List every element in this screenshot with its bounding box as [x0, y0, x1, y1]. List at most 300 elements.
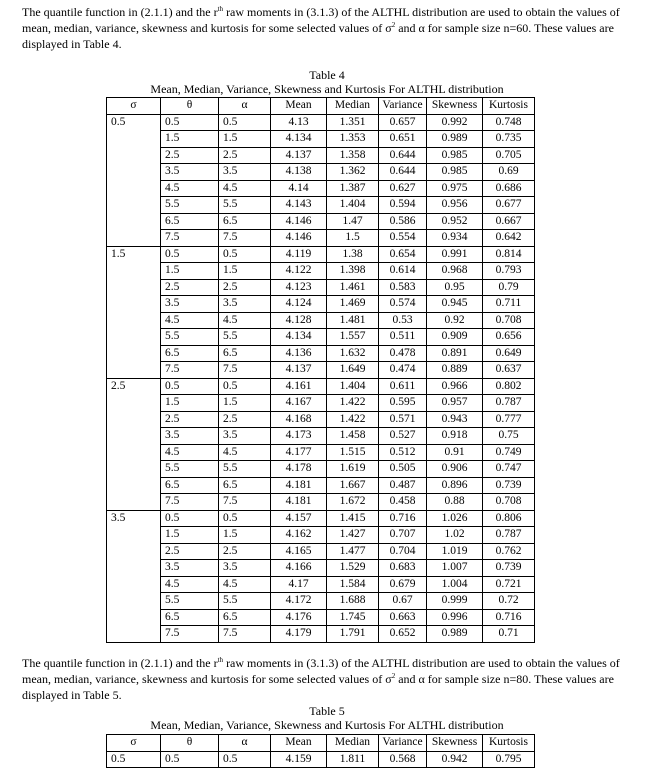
table-cell: 6.5 [219, 345, 271, 362]
table-cell: 6.5 [219, 213, 271, 230]
table4-header-row [107, 98, 535, 115]
column-header: σ [107, 98, 161, 115]
table-cell: 5.5 [161, 197, 219, 214]
table-row [107, 461, 535, 478]
table-cell: 0.793 [483, 263, 535, 280]
sigma-cell [107, 164, 161, 181]
table-cell: 4.165 [271, 543, 327, 560]
sigma-cell [107, 560, 161, 577]
table-row [107, 428, 535, 445]
table-cell: 4.162 [271, 527, 327, 544]
table-cell: 1.38 [327, 246, 379, 263]
table-cell: 0.586 [379, 213, 427, 230]
table-cell: 6.5 [219, 609, 271, 626]
table-cell: 0.711 [483, 296, 535, 313]
column-header: Skewness [427, 735, 483, 752]
table-cell: 4.17 [271, 576, 327, 593]
sigma-cell: 0.5 [107, 114, 161, 131]
table-cell: 0.571 [379, 411, 427, 428]
table-cell: 0.679 [379, 576, 427, 593]
sigma-cell [107, 279, 161, 296]
table-cell: 0.649 [483, 345, 535, 362]
column-header: Mean [271, 98, 327, 115]
sigma-cell [107, 543, 161, 560]
sigma-cell [107, 593, 161, 610]
table-cell: 0.677 [483, 197, 535, 214]
table-cell: 0.942 [427, 751, 483, 768]
table-row [107, 246, 535, 263]
table-cell: 3.5 [161, 560, 219, 577]
table-cell: 0.642 [483, 230, 535, 247]
table-cell: 0.891 [427, 345, 483, 362]
sigma-cell [107, 329, 161, 346]
table-row [107, 593, 535, 610]
table-cell: 4.5 [161, 576, 219, 593]
table4-label: Table 4 [309, 68, 345, 82]
table-cell: 1.458 [327, 428, 379, 445]
table-cell: 0.667 [483, 213, 535, 230]
table-cell: 3.5 [161, 428, 219, 445]
table-cell: 0.957 [427, 395, 483, 412]
sigma-cell [107, 411, 161, 428]
table-row [107, 494, 535, 511]
table-cell: 0.458 [379, 494, 427, 511]
table-cell: 4.146 [271, 230, 327, 247]
table-cell: 0.79 [483, 279, 535, 296]
table-cell: 0.686 [483, 180, 535, 197]
column-header: α [219, 98, 271, 115]
column-header: Mean [271, 735, 327, 752]
table5-label: Table 5 [309, 704, 345, 718]
table-cell: 4.176 [271, 609, 327, 626]
table-cell: 2.5 [219, 411, 271, 428]
sigma-cell [107, 197, 161, 214]
table-cell: 1.5 [219, 263, 271, 280]
table-row [107, 164, 535, 181]
table-cell: 0.644 [379, 164, 427, 181]
table-cell: 0.5 [161, 114, 219, 131]
table-cell: 4.137 [271, 362, 327, 379]
column-header: Skewness [427, 98, 483, 115]
table-cell: 4.5 [219, 312, 271, 329]
table-cell: 4.181 [271, 494, 327, 511]
table-cell: 3.5 [161, 164, 219, 181]
table-cell: 0.747 [483, 461, 535, 478]
table-cell: 4.167 [271, 395, 327, 412]
sigma-cell [107, 609, 161, 626]
table-cell: 1.387 [327, 180, 379, 197]
table-cell: 1.004 [427, 576, 483, 593]
table-cell: 4.5 [219, 576, 271, 593]
table-cell: 0.512 [379, 444, 427, 461]
table-cell: 1.469 [327, 296, 379, 313]
table4-title: Mean, Median, Variance, Skewness and Kurtosis For ALTHL distribution [150, 82, 504, 96]
table-row [107, 411, 535, 428]
table-cell: 0.705 [483, 147, 535, 164]
table-cell: 0.637 [483, 362, 535, 379]
table-cell: 0.952 [427, 213, 483, 230]
table-row [107, 527, 535, 544]
table-cell: 1.5 [161, 527, 219, 544]
table-cell: 6.5 [161, 477, 219, 494]
table-cell: 0.5 [161, 510, 219, 527]
table-cell: 0.975 [427, 180, 483, 197]
table-cell: 4.159 [271, 751, 327, 768]
table-cell: 0.478 [379, 345, 427, 362]
table-row [107, 213, 535, 230]
table-cell: 1.427 [327, 527, 379, 544]
table-row [107, 609, 535, 626]
table-cell: 4.14 [271, 180, 327, 197]
table-cell: 0.595 [379, 395, 427, 412]
table-cell: 4.5 [219, 180, 271, 197]
table-cell: 0.716 [379, 510, 427, 527]
table-cell: 0.787 [483, 395, 535, 412]
table-row [107, 362, 535, 379]
table-cell: 0.992 [427, 114, 483, 131]
table-cell: 0.92 [427, 312, 483, 329]
table-cell: 3.5 [161, 296, 219, 313]
table-cell: 4.13 [271, 114, 327, 131]
sigma-cell: 2.5 [107, 378, 161, 395]
table-cell: 1.619 [327, 461, 379, 478]
table-cell: 0.945 [427, 296, 483, 313]
table-cell: 1.007 [427, 560, 483, 577]
table-cell: 1.584 [327, 576, 379, 593]
table-cell: 0.708 [483, 312, 535, 329]
table-cell: 5.5 [161, 329, 219, 346]
column-header: Kurtosis [483, 735, 535, 752]
table-cell: 0.943 [427, 411, 483, 428]
table-cell: 1.5 [219, 395, 271, 412]
table-cell: 0.721 [483, 576, 535, 593]
table-cell: 0.651 [379, 131, 427, 148]
table-cell: 1.477 [327, 543, 379, 560]
table-cell: 0.5 [219, 510, 271, 527]
table-cell: 0.762 [483, 543, 535, 560]
table-cell: 0.683 [379, 560, 427, 577]
table-cell: 4.128 [271, 312, 327, 329]
table-row [107, 626, 535, 643]
table-cell: 0.968 [427, 263, 483, 280]
table-row [107, 279, 535, 296]
table-row [107, 197, 535, 214]
table-cell: 1.791 [327, 626, 379, 643]
table-cell: 0.5 [219, 114, 271, 131]
table-row [107, 131, 535, 148]
table-cell: 1.5 [327, 230, 379, 247]
table-cell: 3.5 [219, 164, 271, 181]
table-cell: 2.5 [161, 279, 219, 296]
table-cell: 4.134 [271, 329, 327, 346]
sigma-cell [107, 444, 161, 461]
table-cell: 0.989 [427, 131, 483, 148]
table-cell: 0.5 [161, 378, 219, 395]
table-cell: 0.652 [379, 626, 427, 643]
table-cell: 0.511 [379, 329, 427, 346]
table-cell: 4.146 [271, 213, 327, 230]
table-cell: 0.75 [483, 428, 535, 445]
table-cell: 1.667 [327, 477, 379, 494]
table-cell: 0.991 [427, 246, 483, 263]
paragraph-table5-intro: The quantile function in (2.1.1) and the $r^{th}$ raw moments in (3.1.3) of the ALTHL distribution are used to obtain the values of mean, median, variance, skewness and kurtosis for some selected values of $\sigma^2$ and α for sample size n=80. These values are displayed in Table 5. [22, 656, 620, 702]
table-cell: 0.505 [379, 461, 427, 478]
table-cell: 0.787 [483, 527, 535, 544]
sigma-cell [107, 395, 161, 412]
sigma-cell [107, 527, 161, 544]
table-cell: 1.515 [327, 444, 379, 461]
sigma-cell: 0.5 [107, 751, 161, 768]
table-cell: 4.172 [271, 593, 327, 610]
table-cell: 0.989 [427, 626, 483, 643]
table-cell: 0.5 [219, 378, 271, 395]
table-cell: 1.026 [427, 510, 483, 527]
table-cell: 0.67 [379, 593, 427, 610]
table-cell: 0.656 [483, 329, 535, 346]
table-cell: 4.134 [271, 131, 327, 148]
table-row [107, 510, 535, 527]
table-cell: 0.748 [483, 114, 535, 131]
table-row [107, 395, 535, 412]
table-row [107, 230, 535, 247]
table-cell: 1.404 [327, 378, 379, 395]
table-cell: 0.814 [483, 246, 535, 263]
table-cell: 3.5 [219, 560, 271, 577]
table-row [107, 560, 535, 577]
table-cell: 2.5 [219, 279, 271, 296]
table-cell: 0.739 [483, 560, 535, 577]
table-row [107, 114, 535, 131]
table-row [107, 312, 535, 329]
table-cell: 0.487 [379, 477, 427, 494]
table-row [107, 296, 535, 313]
sigma-cell [107, 213, 161, 230]
table-cell: 0.5 [161, 246, 219, 263]
table-cell: 0.53 [379, 312, 427, 329]
table-cell: 0.966 [427, 378, 483, 395]
sigma-cell [107, 428, 161, 445]
table-cell: 1.461 [327, 279, 379, 296]
table-cell: 4.168 [271, 411, 327, 428]
sigma-cell [107, 461, 161, 478]
sigma-cell [107, 131, 161, 148]
table-cell: 4.123 [271, 279, 327, 296]
table-cell: 0.999 [427, 593, 483, 610]
table-cell: 0.654 [379, 246, 427, 263]
table-cell: 6.5 [161, 213, 219, 230]
table-cell: 7.5 [161, 494, 219, 511]
table-cell: 7.5 [219, 494, 271, 511]
table-cell: 0.614 [379, 263, 427, 280]
table-cell: 0.5 [161, 751, 219, 768]
table-cell: 1.415 [327, 510, 379, 527]
table-row [107, 180, 535, 197]
table-cell: 0.594 [379, 197, 427, 214]
column-header: Median [327, 98, 379, 115]
table-cell: 1.5 [219, 131, 271, 148]
table-cell: 4.5 [161, 444, 219, 461]
table-cell: 1.557 [327, 329, 379, 346]
table-cell: 0.5 [219, 751, 271, 768]
table-cell: 5.5 [219, 461, 271, 478]
table-row [107, 345, 535, 362]
sigma-cell [107, 230, 161, 247]
table-row [107, 576, 535, 593]
table-cell: 5.5 [219, 593, 271, 610]
table-cell: 0.627 [379, 180, 427, 197]
table-cell: 5.5 [219, 197, 271, 214]
table-cell: 6.5 [219, 477, 271, 494]
table-cell: 4.157 [271, 510, 327, 527]
table-cell: 0.934 [427, 230, 483, 247]
sigma-cell [107, 147, 161, 164]
table-cell: 0.777 [483, 411, 535, 428]
table-cell: 0.69 [483, 164, 535, 181]
table-cell: 4.5 [219, 444, 271, 461]
table-cell: 0.739 [483, 477, 535, 494]
table-cell: 0.985 [427, 164, 483, 181]
table-cell: 4.122 [271, 263, 327, 280]
table-cell: 0.918 [427, 428, 483, 445]
table-cell: 1.5 [161, 395, 219, 412]
table-cell: 0.72 [483, 593, 535, 610]
table-cell: 0.802 [483, 378, 535, 395]
table-cell: 3.5 [219, 296, 271, 313]
table-cell: 0.527 [379, 428, 427, 445]
table-cell: 1.019 [427, 543, 483, 560]
table-cell: 1.358 [327, 147, 379, 164]
table-cell: 0.707 [379, 527, 427, 544]
table-cell: 1.398 [327, 263, 379, 280]
table-cell: 4.138 [271, 164, 327, 181]
table-cell: 0.896 [427, 477, 483, 494]
table4 [106, 97, 535, 643]
table-cell: 0.716 [483, 609, 535, 626]
table-cell: 0.71 [483, 626, 535, 643]
table-cell: 4.119 [271, 246, 327, 263]
table-cell: 4.177 [271, 444, 327, 461]
sigma-cell [107, 296, 161, 313]
table5-title: Mean, Median, Variance, Skewness and Kurtosis For ALTHL distribution [150, 718, 504, 732]
sigma-cell [107, 626, 161, 643]
table-cell: 1.745 [327, 609, 379, 626]
table-cell: 4.137 [271, 147, 327, 164]
table-cell: 2.5 [161, 147, 219, 164]
table-cell: 4.173 [271, 428, 327, 445]
table-cell: 1.404 [327, 197, 379, 214]
table-cell: 0.91 [427, 444, 483, 461]
table-cell: 1.351 [327, 114, 379, 131]
table-row [107, 477, 535, 494]
sigma-cell [107, 312, 161, 329]
table-cell: 1.649 [327, 362, 379, 379]
table-row [107, 444, 535, 461]
table-cell: 4.178 [271, 461, 327, 478]
sigma-cell [107, 362, 161, 379]
table-cell: 0.474 [379, 362, 427, 379]
table-row [107, 543, 535, 560]
table-cell: 0.956 [427, 197, 483, 214]
table-cell: 7.5 [161, 362, 219, 379]
table-cell: 2.5 [219, 543, 271, 560]
table-cell: 0.996 [427, 609, 483, 626]
table-cell: 0.95 [427, 279, 483, 296]
table-row [107, 147, 535, 164]
table-cell: 2.5 [219, 147, 271, 164]
table-cell: 0.5 [219, 246, 271, 263]
table-cell: 0.574 [379, 296, 427, 313]
table-cell: 3.5 [219, 428, 271, 445]
table-cell: 0.795 [483, 751, 535, 768]
table-cell: 4.166 [271, 560, 327, 577]
table-cell: 4.5 [161, 312, 219, 329]
table-cell: 0.657 [379, 114, 427, 131]
table-cell: 0.906 [427, 461, 483, 478]
table-cell: 0.704 [379, 543, 427, 560]
table-cell: 5.5 [161, 593, 219, 610]
table-cell: 0.611 [379, 378, 427, 395]
table-cell: 0.806 [483, 510, 535, 527]
table-cell: 1.672 [327, 494, 379, 511]
column-header: θ [161, 735, 219, 752]
column-header: α [219, 735, 271, 752]
table-cell: 1.811 [327, 751, 379, 768]
column-header: σ [107, 735, 161, 752]
column-header: Median [327, 735, 379, 752]
column-header: Variance [379, 98, 427, 115]
table-cell: 0.708 [483, 494, 535, 511]
paragraph-table4-intro: The quantile function in (2.1.1) and the $r^{th}$ raw moments in (3.1.3) of the ALTHL distribution are used to obtain the values of mean, median, variance, skewness and kurtosis for some selected values of $\sigma^2$ and α for sample size n=60. These values are displayed in Table 4. [22, 5, 620, 51]
table-cell: 7.5 [219, 362, 271, 379]
table-cell: 0.88 [427, 494, 483, 511]
table-cell: 1.362 [327, 164, 379, 181]
table-cell: 1.5 [219, 527, 271, 544]
table-cell: 1.422 [327, 395, 379, 412]
table-cell: 1.5 [161, 131, 219, 148]
sigma-cell [107, 263, 161, 280]
table-cell: 4.124 [271, 296, 327, 313]
table-cell: 0.889 [427, 362, 483, 379]
table-cell: 1.481 [327, 312, 379, 329]
sigma-cell [107, 477, 161, 494]
table-cell: 4.5 [161, 180, 219, 197]
table5-header-row [107, 735, 535, 752]
table-cell: 2.5 [161, 411, 219, 428]
table-cell: 1.02 [427, 527, 483, 544]
table-cell: 1.47 [327, 213, 379, 230]
table-cell: 1.353 [327, 131, 379, 148]
table-cell: 0.583 [379, 279, 427, 296]
table-cell: 5.5 [161, 461, 219, 478]
table-cell: 5.5 [219, 329, 271, 346]
table-cell: 0.644 [379, 147, 427, 164]
sigma-cell: 1.5 [107, 246, 161, 263]
table5 [106, 734, 535, 768]
table-cell: 7.5 [219, 230, 271, 247]
column-header: Variance [379, 735, 427, 752]
table-cell: 6.5 [161, 609, 219, 626]
table-cell: 1.529 [327, 560, 379, 577]
table-cell: 1.5 [161, 263, 219, 280]
table-cell: 0.985 [427, 147, 483, 164]
table-cell: 0.663 [379, 609, 427, 626]
table-cell: 2.5 [161, 543, 219, 560]
table-cell: 1.688 [327, 593, 379, 610]
table-cell: 4.179 [271, 626, 327, 643]
table-cell: 4.143 [271, 197, 327, 214]
table-cell: 7.5 [161, 626, 219, 643]
table-cell: 4.161 [271, 378, 327, 395]
